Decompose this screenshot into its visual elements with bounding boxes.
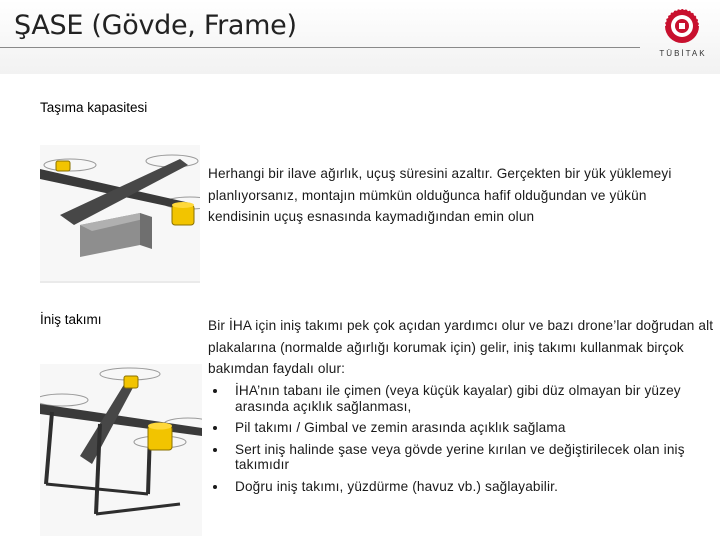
logo-wordmark: TÜBİTAK — [659, 49, 707, 58]
bullet-text: İHA’nın tabanı ile çimen (veya küçük kayalar) gibi düz olmayan bir yüzey arasında açıklık sağlanması, — [235, 383, 681, 414]
bullet-dot — [213, 485, 217, 489]
bullet-dot — [213, 448, 217, 452]
list-item — [208, 420, 714, 436]
list-item — [208, 479, 714, 495]
list-item — [208, 442, 714, 473]
bullet-text: Sert iniş halinde şase veya gövde yerine kırılan ve değiştirilecek olan iniş takımıdır — [235, 441, 685, 472]
bullet-dot — [213, 426, 217, 430]
slide-title: ŞASE (Gövde, Frame) — [14, 10, 297, 41]
section-label-landing-gear: İniş takımı — [40, 312, 102, 327]
landing-gear-benefits-list — [208, 383, 714, 500]
bullet-text: Pil takımı / Gimbal ve zemin arasında açıklık sağlama — [235, 420, 566, 435]
drone-payload-image — [40, 145, 200, 283]
bullet-dot — [213, 389, 217, 393]
bullet-text: Doğru iniş takımı, yüzdürme (havuz vb.) sağlayabilir. — [235, 478, 558, 494]
section-label-payload: Taşıma kapasitesi — [40, 100, 148, 115]
drone-landing-gear-image — [40, 364, 202, 536]
landing-gear-description: Bir İHA için iniş takımı pek çok açıdan yardımcı olur ve bazı drone’lar doğrudan alt plakalarına (normalde ağırlığı korumak için) gelir, iniş takımı kullanmak birçok bakımdan faydalı olur: — [208, 318, 714, 376]
payload-description: Herhangi bir ilave ağırlık, uçuş süresini azaltır. Gerçekten bir yük yüklemeyi planlıyorsanız, montajın mümkün olduğunca hafif olduğundan ve yükün kendisinin uçuş esnasında kaymadığından emin olun — [208, 166, 672, 224]
list-item — [208, 383, 714, 414]
title-underline — [0, 47, 640, 48]
tubitak-logo — [652, 4, 712, 68]
